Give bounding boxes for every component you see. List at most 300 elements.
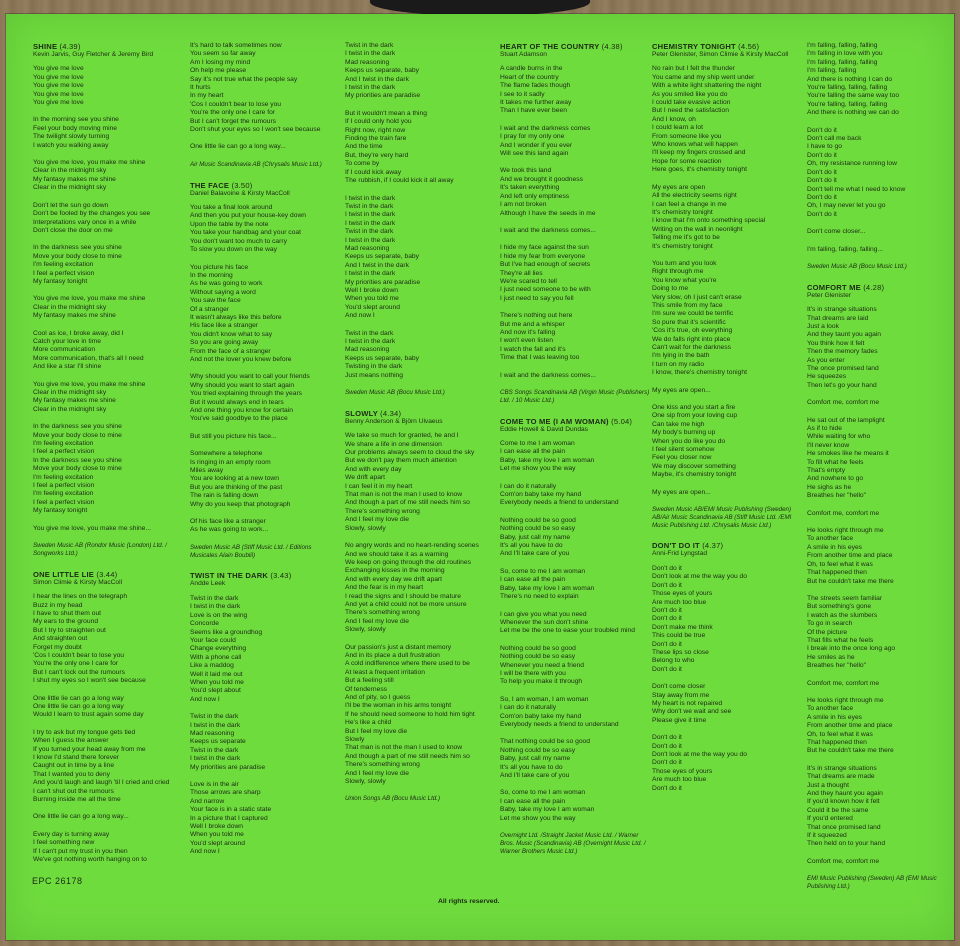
lyric-line: I twist in the dark <box>345 219 396 227</box>
lyric-line: Baby, take my love I am woman <box>500 456 595 464</box>
lyric-line: I'll keep my fingers crossed and <box>652 149 746 157</box>
lyric-line: Baby, take my love I am woman <box>500 584 595 592</box>
lyric-line: Of his face like a stranger <box>190 518 266 526</box>
song-title-text: ONE LITTLE LIE <box>33 569 95 579</box>
lyric-line: I know I'd stand there forever <box>33 754 120 761</box>
lyric-line: And straighten out <box>33 635 88 643</box>
lyric-line: Don't call me back <box>807 135 862 143</box>
lyric-line: Our passion's just a distant memory <box>345 643 452 651</box>
lyric-stanza <box>500 789 650 823</box>
lyric-stanza <box>345 644 495 787</box>
lyric-line: Whenever you need a friend <box>500 661 585 669</box>
lyric-line: It's chemistry tonight <box>652 208 713 216</box>
lyric-line: And you'd laugh and laugh 'til I cried and cried <box>33 779 170 787</box>
lyric-stanza <box>345 42 495 101</box>
song-duration: (4.37) <box>702 541 724 551</box>
lyric-line: We keep on going through the old routines <box>345 558 471 566</box>
lyric-stanza <box>500 568 650 602</box>
lyric-line: Comfort me, comfort me <box>807 679 880 687</box>
song-title-text: CHEMISTRY TONIGHT <box>652 42 736 51</box>
lyric-line: Don't do it <box>652 734 682 742</box>
lyric-line: In my heart <box>190 92 224 100</box>
song-title-text: COME TO ME (I AM WOMAN) <box>500 416 609 426</box>
lyric-line: It's in strange situations <box>807 764 877 772</box>
lyric-line: A candle burns in the <box>500 65 563 73</box>
lyric-line: They're all lies <box>500 269 543 277</box>
lyric-stanza <box>190 42 340 134</box>
lyric-line: Don't look at me the way you do <box>652 751 747 759</box>
lyric-line: You're falling the same way too <box>807 92 900 100</box>
song-duration: (4.28) <box>863 282 885 292</box>
lyric-stanza <box>33 116 183 150</box>
lyric-line: Mad reasoning <box>190 729 235 737</box>
lyric-line: Move your body close to mine <box>33 465 122 473</box>
lyric-line: You're the only one I care for <box>33 660 119 668</box>
lyric-line: It hurts <box>190 84 211 92</box>
lyric-stanza <box>190 450 340 509</box>
lyric-stanza <box>500 125 650 159</box>
lyric-line: Twist in the dark <box>345 202 394 210</box>
lyric-stanza <box>500 227 650 235</box>
lyric-line: It's all you have to do <box>500 542 563 550</box>
lyric-line: From someone like you <box>652 132 722 140</box>
lyric-line: From the face of a stranger <box>190 347 271 355</box>
lyric-line: Keeps us separate, baby <box>345 354 419 362</box>
lyric-line: 'Cos I couldn't bear to lose you <box>33 651 125 659</box>
lyric-line: Why should you want to start again <box>190 381 295 389</box>
lyric-line: You give me love <box>33 99 84 107</box>
lyric-stanza <box>652 734 802 793</box>
lyric-line: And I twist in the dark <box>345 75 409 83</box>
lyric-line: Love is on the wing <box>190 611 248 619</box>
lyric-line: And yet a child could not be more unsure <box>345 600 467 608</box>
lyric-line: You seem so far away <box>190 50 256 58</box>
lyric-line: Everybody needs a friend to understand <box>500 499 619 507</box>
lyric-line: You give me love <box>33 73 84 81</box>
lyric-stanza <box>190 518 340 535</box>
lyric-line: And not the lover you knew before <box>190 355 292 363</box>
lyric-line: Don't do it <box>807 210 837 218</box>
songwriter-credit: Simon Climie & Kirsty MacColl <box>33 578 123 586</box>
lyric-line: Don't come closer... <box>807 228 866 236</box>
lyric-line: And I feel my love die <box>345 769 409 777</box>
lyric-line: You are looking at a new town <box>190 475 279 483</box>
lyric-line: My priorities are paradise <box>345 278 421 286</box>
lyric-line: I'll never know <box>807 441 850 449</box>
lyric-line: You give me love, you make me shine <box>33 159 146 167</box>
songwriter-credit: Stuart Adamson <box>500 51 547 58</box>
lyric-line: Love is in the air <box>190 781 239 789</box>
lyric-line: You saw the face <box>190 297 241 305</box>
lyric-line: It takes me further away <box>500 99 572 107</box>
lyric-line: We've got nothing worth hanging on to <box>33 856 147 864</box>
lyric-line: Your face is in a static state <box>190 806 272 814</box>
lyric-line: Concorde <box>190 620 219 628</box>
lyric-line: With a phone call <box>190 653 242 661</box>
lyric-line: Heart of the country <box>500 73 559 81</box>
lyric-line: And I feel my love die <box>345 617 409 625</box>
lyric-line: Those eyes of yours <box>652 767 713 775</box>
lyric-line: Could it be the same <box>807 806 869 814</box>
lyric-line: I know, there's chemistry tonight <box>652 369 747 377</box>
song-title-text: COMFORT ME <box>807 282 861 292</box>
lyric-line: When you told me <box>190 678 244 686</box>
lyric-stanza <box>500 483 650 508</box>
lyric-line: Right through me <box>652 268 704 276</box>
lyric-stanza <box>652 489 802 497</box>
lyric-line: He looks right through me <box>807 696 884 704</box>
lyric-line: Baby, just call my name <box>500 755 571 763</box>
lyric-line: Mad reasoning <box>345 244 390 252</box>
lyric-line: Are much too blue <box>652 776 707 784</box>
lyric-line: But I've had enough of secrets <box>500 261 591 269</box>
lyric-line: Oh, my resistance running low <box>807 160 897 168</box>
song-duration: (3.43) <box>270 571 292 581</box>
lyric-line: I pray for my only one <box>500 133 565 141</box>
lyric-line: You'd slept around <box>190 839 245 847</box>
lyric-line: Than I have ever been <box>500 107 567 115</box>
lyric-line: Interpretations vary once in a while <box>33 218 137 226</box>
lyric-line: Why do you keep that photograph <box>190 500 291 508</box>
lyric-line: I can feel it in my heart <box>345 482 413 490</box>
lyric-line: There's something wrong <box>345 761 420 769</box>
lyric-line: Twisting in the dark <box>345 363 403 371</box>
lyric-stanza <box>652 184 802 251</box>
lyric-line: I feel something new <box>33 839 95 847</box>
lyric-line: But I can't lock out the rumours <box>33 668 125 676</box>
songwriter-credit: Kevin Jarvis, Guy Fletcher & Jeremy Bird <box>33 51 154 58</box>
song-title <box>33 570 183 579</box>
lyric-line: Twist in the dark <box>345 329 394 337</box>
lyric-stanza <box>807 399 954 407</box>
lyric-line: When you told me <box>190 831 244 839</box>
lyric-line: He squeezes <box>807 373 847 381</box>
lyric-line: Comfort me, comfort me <box>807 857 880 865</box>
lyric-line: Well it laid me out <box>190 670 243 678</box>
lyric-line: Move your body close to mine <box>33 252 122 260</box>
lyric-line: Belong to who <box>652 657 695 665</box>
lyric-line: And I'll take care of you <box>500 772 570 779</box>
lyric-line: But it wouldn't mean a thing <box>345 109 427 117</box>
lyric-line: It wasn't always like this before <box>190 313 282 321</box>
lyric-line: My fantasy makes me shine <box>33 312 116 320</box>
lyric-line: In the morning see you shine <box>33 116 119 124</box>
lyric-line: I'm lying in the bath <box>652 352 710 360</box>
lyric-stanza <box>807 510 954 518</box>
lyric-line: You turn and you look <box>652 259 717 267</box>
lyric-line: Upon the table by the note <box>190 220 269 228</box>
lyric-line: Why don't we wait and see <box>652 708 732 716</box>
publisher-credit: Sweden Music AB (Stiff Music Ltd. / Editions Musicales Alain Boublil) <box>190 543 312 559</box>
lyric-line: Nothing could be so good <box>500 644 576 652</box>
lyric-line: Nothing could be so easy <box>500 653 576 661</box>
lyric-line: I could learn a lot <box>652 124 703 132</box>
lyric-line: You came and my ship went under <box>652 73 755 81</box>
lyric-line: But I need the satisfaction <box>652 107 729 115</box>
lyric-stanza <box>33 593 183 685</box>
lyric-line: I twist in the dark <box>190 755 241 763</box>
lyric-line: I will be there with you <box>500 669 566 677</box>
lyric-line: Comfort me, comfort me <box>807 399 880 407</box>
lyric-line: Clear in the midnight sky <box>33 405 107 413</box>
lyric-line: You take your handbag and your coat <box>190 229 301 237</box>
lyric-line: I can ease all the pain <box>500 576 566 584</box>
lyric-line: You didn't know what to say <box>190 330 273 338</box>
lyric-line: But still you picture his face... <box>190 432 277 440</box>
lyric-line: Can't wait for the darkness <box>652 344 731 351</box>
lyric-line: That dreams are laid <box>807 314 869 322</box>
lyric-stanza <box>33 244 183 286</box>
lyric-line: My fantasy makes me shine <box>33 175 116 183</box>
song-title-text: THE FACE <box>190 180 230 190</box>
lyric-line: I watch the fall and it's <box>500 345 566 353</box>
lyric-line: A cold indifference where there used to be <box>345 660 470 668</box>
lyric-line: Change everything <box>190 645 247 653</box>
lyric-line: My eyes are open... <box>652 386 711 394</box>
lyric-line: Clear in the midnight sky <box>33 184 107 192</box>
lyric-line: And we brought it goodness <box>500 175 583 183</box>
lyric-stanza <box>807 42 954 118</box>
lyric-line: Don't do it <box>652 606 682 614</box>
song-title <box>500 417 650 426</box>
lyric-line: And they haunt you again <box>807 790 883 798</box>
song-duration: (3.50) <box>231 180 253 190</box>
lyric-line: And I'll take care of you <box>500 550 570 558</box>
song-title <box>652 541 802 550</box>
lyric-line: I have to shut them out <box>33 609 102 617</box>
lyric-line: Don't do it <box>652 784 682 792</box>
lyric-stanza <box>500 167 650 217</box>
lyric-line: Of the picture <box>807 628 848 636</box>
lyric-line: You're falling, falling, falling <box>807 100 888 108</box>
lyric-line: Who knows what will happen <box>652 141 738 149</box>
lyric-line: Then let's go your hand <box>807 381 877 389</box>
lyric-line: I'll be the woman in his arms tonight <box>345 702 452 710</box>
lyric-stanza <box>190 595 340 704</box>
lyric-line: I'm falling in love with you <box>807 50 883 58</box>
lyric-stanza <box>33 381 183 415</box>
lyrics-column-6 <box>807 42 954 903</box>
lyric-line: You give me love <box>33 82 84 90</box>
lyric-line: I read the signs and I should be mature <box>345 592 461 600</box>
lyric-line: I wait and the darkness comes... <box>500 371 596 379</box>
lyric-line: Nothing could be so good <box>500 516 576 524</box>
song-duration: (5.04) <box>611 416 633 426</box>
lyric-line: Don't come closer <box>652 683 706 691</box>
lyric-line: Is ringing in an empty room <box>190 458 271 466</box>
lyric-line: That fills what he feels <box>807 636 874 644</box>
lyric-line: It's all you have to do <box>500 763 563 771</box>
lyric-stanza <box>652 683 802 725</box>
lyric-line: Twist in the dark <box>190 746 239 754</box>
lyric-line: Like a maddog <box>190 662 234 670</box>
lyric-line: If I could only hold you <box>345 118 412 126</box>
lyric-line: He looks right through me <box>807 527 884 535</box>
lyric-line: I feel a perfect vision <box>33 498 95 506</box>
lyric-line: He sighs as he <box>807 483 852 491</box>
lyric-stanza <box>345 432 495 533</box>
lyric-line: You don't want too much to carry <box>190 237 287 245</box>
lyric-stanza <box>807 127 954 219</box>
lyric-line: Breathes her "hello" <box>807 662 867 670</box>
lyric-line: It's chemistry tonight <box>652 242 713 250</box>
lyric-line: I can feel a change in me <box>652 200 727 208</box>
lyric-line: There's no need to explain <box>500 593 579 601</box>
lyric-line: You're the only one I care for <box>190 109 276 117</box>
lyric-line: If you turned your head away from me <box>33 745 146 753</box>
lyric-line: Hope for some reaction <box>652 157 722 165</box>
lyric-line: To another face <box>807 535 854 543</box>
lyric-line: There's something wrong <box>345 507 420 515</box>
lyric-line: My eyes are open <box>652 183 706 191</box>
lyric-line: You'd slept around <box>345 303 400 311</box>
lyric-line: So, I am woman, I am woman <box>500 695 589 703</box>
lyric-stanza <box>345 542 495 634</box>
lyric-line: Maybe, it's chemistry tonight <box>652 471 737 479</box>
lyric-line: Don't look at me the way you do <box>652 573 747 581</box>
lyric-stanza <box>652 565 802 674</box>
lyric-line: That happened then <box>807 569 867 577</box>
lyric-stanza <box>190 433 340 441</box>
lyric-line: When I guess the answer <box>33 737 109 745</box>
lyric-line: If I could kick away <box>345 168 402 176</box>
lyric-line: Clear in the midnight sky <box>33 303 107 311</box>
lyric-line: Just means nothing <box>345 371 403 379</box>
lyric-line: I feel a perfect vision <box>33 482 95 490</box>
lyric-line: In a picture that I captured <box>190 814 268 822</box>
lyric-line: And nowhere to go <box>807 475 864 483</box>
songwriter-credit: Benny Anderson & Björn Ulvaeus <box>345 417 443 425</box>
lyric-line: Don't do it <box>652 759 682 767</box>
lyric-line: I wait and the darkness comes <box>500 124 591 132</box>
lyric-line: But I feel my love die <box>345 727 408 735</box>
lyric-line: Please give it time <box>652 716 707 724</box>
lyric-stanza <box>33 525 183 533</box>
lyric-line: I watch as the slumbers <box>807 611 878 619</box>
lyric-line: That I wanted you to deny <box>33 770 110 778</box>
songwriter-credit: Daniel Balavoine & Kirsty MacColl <box>190 189 290 197</box>
lyric-line: Slowly, slowly <box>345 626 386 634</box>
lyric-line: And with every day <box>345 465 402 473</box>
lyric-line: So you are going away <box>190 339 259 347</box>
lyric-line: You give me love, you make me shine <box>33 295 146 303</box>
lyric-line: Although I have the seeds in me <box>500 209 596 217</box>
lyric-line: If you'd entered <box>807 815 853 823</box>
lyric-line: Don't do it <box>807 168 837 176</box>
lyric-line: I watch you walking away <box>33 141 109 149</box>
lyric-line: My priorities are paradise <box>345 92 421 100</box>
lyric-line: Buzz in my head <box>33 601 83 609</box>
lyric-line: I just need someone to be with <box>500 286 591 294</box>
lyric-line: Without saying a word <box>190 288 256 296</box>
lyric-line: Don't do it <box>807 151 837 159</box>
lyric-line: Seems like a groundhog <box>190 628 263 636</box>
lyric-stanza <box>500 738 650 780</box>
lyric-line: Breathes her "hello" <box>807 492 867 500</box>
lyric-line: Forget my doubt <box>33 643 82 651</box>
lyric-line: In the morning <box>190 271 233 279</box>
lyric-line: He smokes like he means it <box>807 450 889 458</box>
lyric-line: Keeps us separate <box>190 738 246 746</box>
lyric-line: Let me be the one to ease your troubled mind <box>500 627 635 635</box>
lyric-line: And I feel my love die <box>345 516 409 524</box>
lyric-line: Then the memory fades <box>807 348 878 356</box>
lyric-line: Slowly, slowly <box>345 778 386 786</box>
lyrics-column-3 <box>345 42 495 815</box>
lyric-line: Oh, to feel what it was <box>807 560 873 568</box>
lyric-line: But he couldn't take me there <box>807 577 894 585</box>
lyric-line: Oh help me please <box>190 67 247 75</box>
lyric-line: But it would always end in tears <box>190 398 284 406</box>
lyric-line: Our problems always seem to cloud the sky <box>345 449 475 457</box>
lyric-line: But something's gone <box>807 603 872 611</box>
lyric-line: I feel a perfect vision <box>33 269 95 277</box>
lyric-line: Would I learn to trust again some day <box>33 711 144 719</box>
lyric-stanza <box>652 260 802 378</box>
lyric-line: Don't do it <box>807 126 837 134</box>
lyric-line: You picture his face <box>190 263 249 271</box>
lyric-line: If he should need someone to hold him tight <box>345 710 475 718</box>
lyric-line: One little lie can go a long way... <box>33 813 129 821</box>
lyric-line: To fill what he feels <box>807 458 864 466</box>
lyric-line: Of tenderness <box>345 685 388 693</box>
lyric-line: I can do it naturally <box>500 482 557 490</box>
lyric-line: The streets seem familiar <box>807 594 883 602</box>
lyric-line: Of a stranger <box>190 305 230 313</box>
lyric-line: Com'on baby take my hand <box>500 491 582 499</box>
song-duration: (4.34) <box>380 408 402 418</box>
lyric-line: Very slow, oh I just can't erase <box>652 293 742 301</box>
publisher-credit: Sweden Music AB/EMI Music Publishing (Sweden) AB/Air Music Scandinavia AB (Stiff Music Ltd. /EMI Music Publishing Ltd. /Chrysalis Music Ltd.) <box>652 506 792 529</box>
lyric-line: From another time and place <box>807 722 893 730</box>
lyric-line: I twist in the dark <box>345 270 396 278</box>
lyric-line: In the darkness see you shine <box>33 423 122 431</box>
lyric-stanza <box>652 387 802 395</box>
lyric-line: I'm feeling excitation <box>33 261 94 269</box>
lyric-line: I twist in the dark <box>190 721 241 729</box>
lyric-stanza <box>500 645 650 687</box>
lyric-line: Slowly <box>345 736 365 744</box>
lyric-line: He smiles as he <box>807 653 855 661</box>
lyric-line: And I wonder if you ever <box>500 141 573 149</box>
lyric-stanza <box>500 244 650 303</box>
lyric-line: That nothing could be so good <box>500 738 590 746</box>
lyric-line: He's like a child <box>345 719 392 727</box>
lyric-line: My fantasy tonight <box>33 277 88 285</box>
lyric-line: Twist in the dark <box>190 594 239 602</box>
lyric-line: We're scared to tell <box>500 277 557 285</box>
lyric-line: Baby, just call my name <box>500 533 571 541</box>
lyric-line: He sat out of the lamplight <box>807 416 885 424</box>
lyric-line: And one thing you know for certain <box>190 407 293 415</box>
lyric-line: My eyes are open... <box>652 488 711 496</box>
lyric-line: Just a thought <box>807 781 850 789</box>
lyric-line: As you smiled like you do <box>652 90 728 98</box>
lyric-line: At least a frequent irritation <box>345 668 425 676</box>
lyric-stanza <box>807 527 954 586</box>
lyric-stanza <box>807 417 954 501</box>
lyric-stanza <box>345 195 495 321</box>
lyric-line: And the time <box>345 143 383 151</box>
lyric-stanza <box>345 330 495 380</box>
lyric-line: I'm falling, falling, falling... <box>807 245 883 253</box>
lyric-line: It's taken everything <box>500 184 560 192</box>
lyric-line: And now I <box>190 695 220 703</box>
lyric-line: In the darkness see you shine <box>33 456 122 464</box>
lyric-line: I twist in the dark <box>345 194 396 202</box>
lyric-line: But we don't pay them much attention <box>345 457 457 465</box>
lyric-line: One little lie can go a long way <box>33 702 124 710</box>
